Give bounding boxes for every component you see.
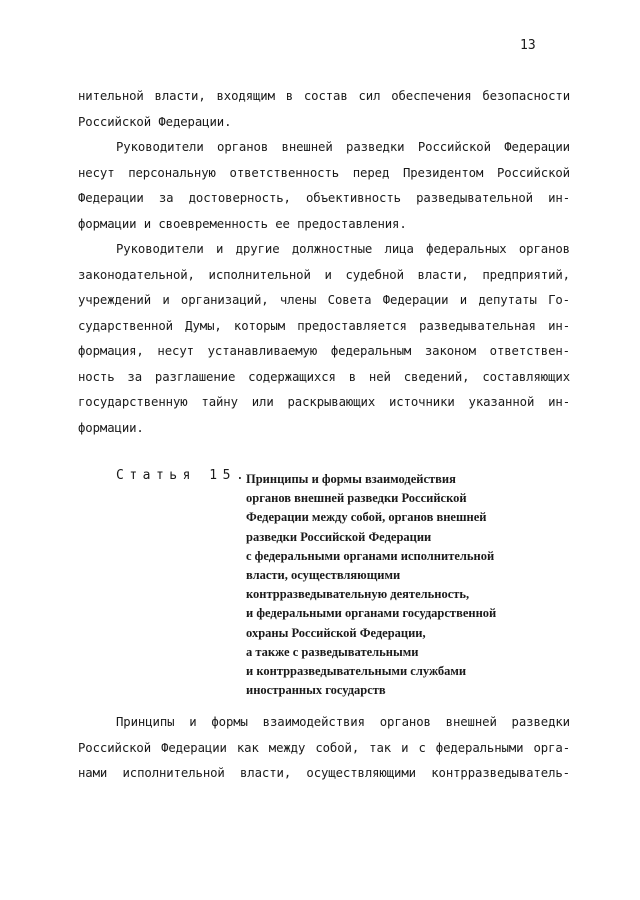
- page-number: 13: [520, 38, 536, 53]
- text-line: Принципы и формы взаимодействия органов внешней разведки: [116, 715, 570, 729]
- article-label: Статья 15.: [116, 468, 250, 483]
- article-title-line: а также с разведывательными: [246, 644, 419, 659]
- article-title-line: и контрразведывательными службами: [246, 664, 467, 679]
- text-line: Российской Федерации.: [78, 114, 232, 129]
- paragraph-continuation: [78, 84, 570, 135]
- text-line: законодательной, исполнительной и судебной власти, предприятий,: [78, 267, 570, 282]
- article-title-line: контрразведывательную деятельность,: [246, 587, 470, 602]
- article-title-line: власти, осуществляющими: [246, 568, 401, 583]
- text-line: Руководители и другие должностные лица федеральных органов: [116, 242, 570, 256]
- text-line: формации и своевременность ее предоставления.: [78, 216, 407, 231]
- article-title-line: иностранных государств: [246, 683, 386, 698]
- article-title-line: Федерации между собой, органов внешней: [246, 510, 487, 525]
- text-line: Российской Федерации как между собой, так и с федеральными орга-: [78, 740, 570, 755]
- text-line: ность за разглашение содержащихся в ней сведений, составляющих: [78, 369, 570, 384]
- text-line: государственную тайну или раскрывающих источники указанной ин-: [78, 395, 570, 409]
- article-title-line: с федеральными органами исполнительной: [246, 548, 495, 563]
- article-title-line: охраны Российской Федерации,: [246, 625, 426, 640]
- text-line: Руководители органов внешней разведки Российской Федерации: [116, 140, 570, 154]
- text-line: нительной власти, входящим в состав сил обеспечения безопасности: [78, 89, 570, 103]
- paragraph-interaction-principles: [78, 710, 570, 787]
- text-line: сударственной Думы, которым предоставляется разведывательная ин-: [78, 318, 570, 333]
- article-title-line: разведки Российской Федерации: [246, 529, 432, 544]
- article-title-line: и федеральными органами государственной: [246, 606, 497, 621]
- paragraph-officials-liability: [78, 237, 570, 441]
- text-line: формации.: [78, 420, 144, 435]
- text-line: формация, несут устанавливаемую федеральным законом ответствен-: [78, 344, 570, 358]
- article-title: [246, 470, 546, 700]
- text-line: несут персональную ответственность перед Президентом Российской: [78, 165, 570, 180]
- article-title-line: органов внешней разведки Российской: [246, 491, 467, 506]
- article-title-line: Принципы и формы взаимодействия: [246, 472, 456, 486]
- text-line: учреждений и организаций, члены Совета Федерации и депутаты Го-: [78, 293, 570, 307]
- text-line: Федерации за достоверность, объективность разведывательной ин-: [78, 191, 570, 205]
- text-line: нами исполнительной власти, осуществляющими контрразведыватель-: [78, 766, 570, 780]
- paragraph-heads-responsibility: [78, 135, 570, 237]
